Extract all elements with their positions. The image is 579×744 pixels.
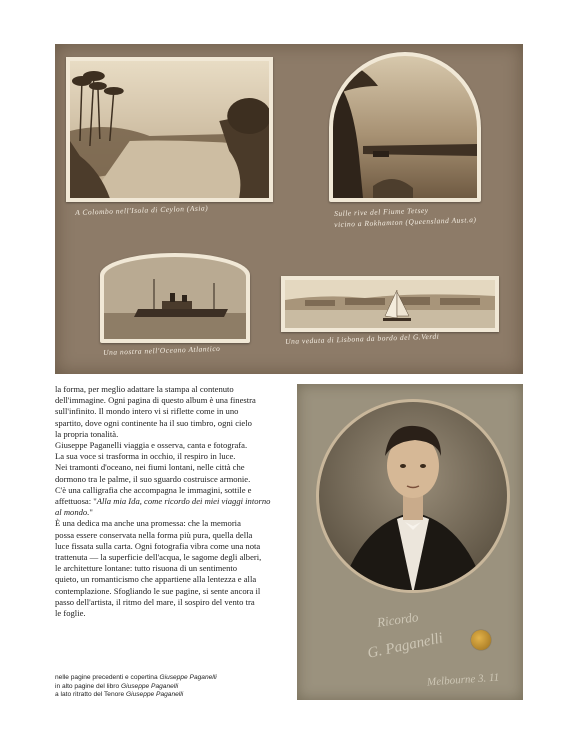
caption-colombo: A Colombo nell'Isola di Ceylon (Asia) [75, 203, 209, 217]
caption-lisbona: Una veduta di Lisbona da bordo del G.Verdi [285, 331, 440, 346]
text-line: le foglie. [55, 608, 86, 619]
text-line: le architetture lontane: tutto risuona di un sentimento [55, 563, 238, 574]
credit-line-2 [55, 683, 285, 692]
dedication-quote: Alla mia Ida, come ricordo dei miei viaggi intorno [96, 496, 271, 507]
photo-lisbona-image [285, 280, 495, 328]
body-text [55, 384, 281, 619]
photo-colombo [66, 57, 273, 202]
text-line: passo dell'artista, il ritmo del mare, il sospiro del vento tra [55, 596, 255, 607]
credit-line-3 [55, 691, 285, 700]
text-fragment: affettuosa: " [55, 496, 97, 507]
text-line: dell'immagine. Ogni pagina di questo album è una finestra [55, 395, 256, 406]
text-fragment: " [89, 507, 93, 518]
photographer-seal-icon [471, 630, 491, 650]
signature-name: G. Paganelli [366, 630, 445, 662]
credit-label: a lato ritratto del Tenore [55, 691, 126, 699]
text-line: È una dedica ma anche una promessa: che la memoria [55, 518, 241, 529]
credit-name: Giuseppe Paganelli [120, 682, 179, 690]
photo-credits [55, 674, 285, 700]
text-line: trattenuta — la superficie dell'acqua, le sagome degli alberi, [55, 552, 262, 563]
credit-line-1 [55, 674, 285, 683]
credit-name: Giuseppe Paganelli [126, 691, 184, 699]
credit-label: nelle pagine precedenti e copertina [55, 674, 160, 681]
text-line: quieto, un romanticismo che appartiene alla lentezza e alla [55, 574, 257, 585]
photo-fiume-image [333, 56, 477, 198]
credit-name: Giuseppe Paganelli [159, 674, 217, 681]
album-page-photo [55, 44, 523, 374]
text-line: la forma, per meglio adattare la stampa al contenuto [55, 384, 234, 394]
text-line: sull'infinito. Il mondo intero vi si riflette come in uno [55, 406, 239, 417]
photo-lisbona [281, 276, 499, 332]
caption-fiume-2: vicino a Rokhamton (Queensland Aust.a) [334, 215, 477, 229]
text-line: possa essere conservata nella forma più pura, quella della [55, 529, 253, 540]
caption-fiume-1: Sulle rive del Fiume Tetsey [334, 205, 429, 218]
text-line: dormono tra le palme, il suo sguardo costruisce armonie. [55, 473, 251, 484]
photo-nave [100, 253, 250, 343]
text-line: Nei tramonti d'oceano, nei fiumi lontani, nelle città che [55, 462, 245, 473]
credit-label: in alto pagine del libro [55, 682, 121, 690]
text-line: la propria tonalità. [55, 428, 119, 439]
dedication-line [55, 496, 281, 507]
text-line: La sua voce si trasforma in occhio, il respiro in luce. [55, 451, 236, 462]
dedication-line [55, 507, 281, 518]
signature-ricordo: Ricordo [376, 609, 420, 630]
portrait-card [297, 384, 523, 700]
dedication-quote-end: al mondo. [55, 507, 90, 518]
signature-date: Melbourne 3. 11 [426, 671, 500, 689]
photo-nave-image [104, 257, 246, 339]
text-line: spartito, dove ogni continente ha il suo timbro, ogni cielo [55, 417, 252, 428]
photo-colombo-image [70, 61, 269, 198]
text-line: C'è una calligrafia che accompagna le immagini, sottile e [55, 484, 252, 495]
text-line: contemplazione. Sfogliando le sue pagine, si sente ancora il [55, 585, 261, 596]
photo-fiume [329, 52, 481, 202]
text-line: Giuseppe Paganelli viaggia e osserva, canta e fotografa. [55, 440, 248, 451]
text-line: luce fissata sulla carta. Ogni fotografia vibra come una nota [55, 540, 261, 551]
caption-nave: Una nostra nell'Oceano Atlantico [103, 343, 221, 357]
